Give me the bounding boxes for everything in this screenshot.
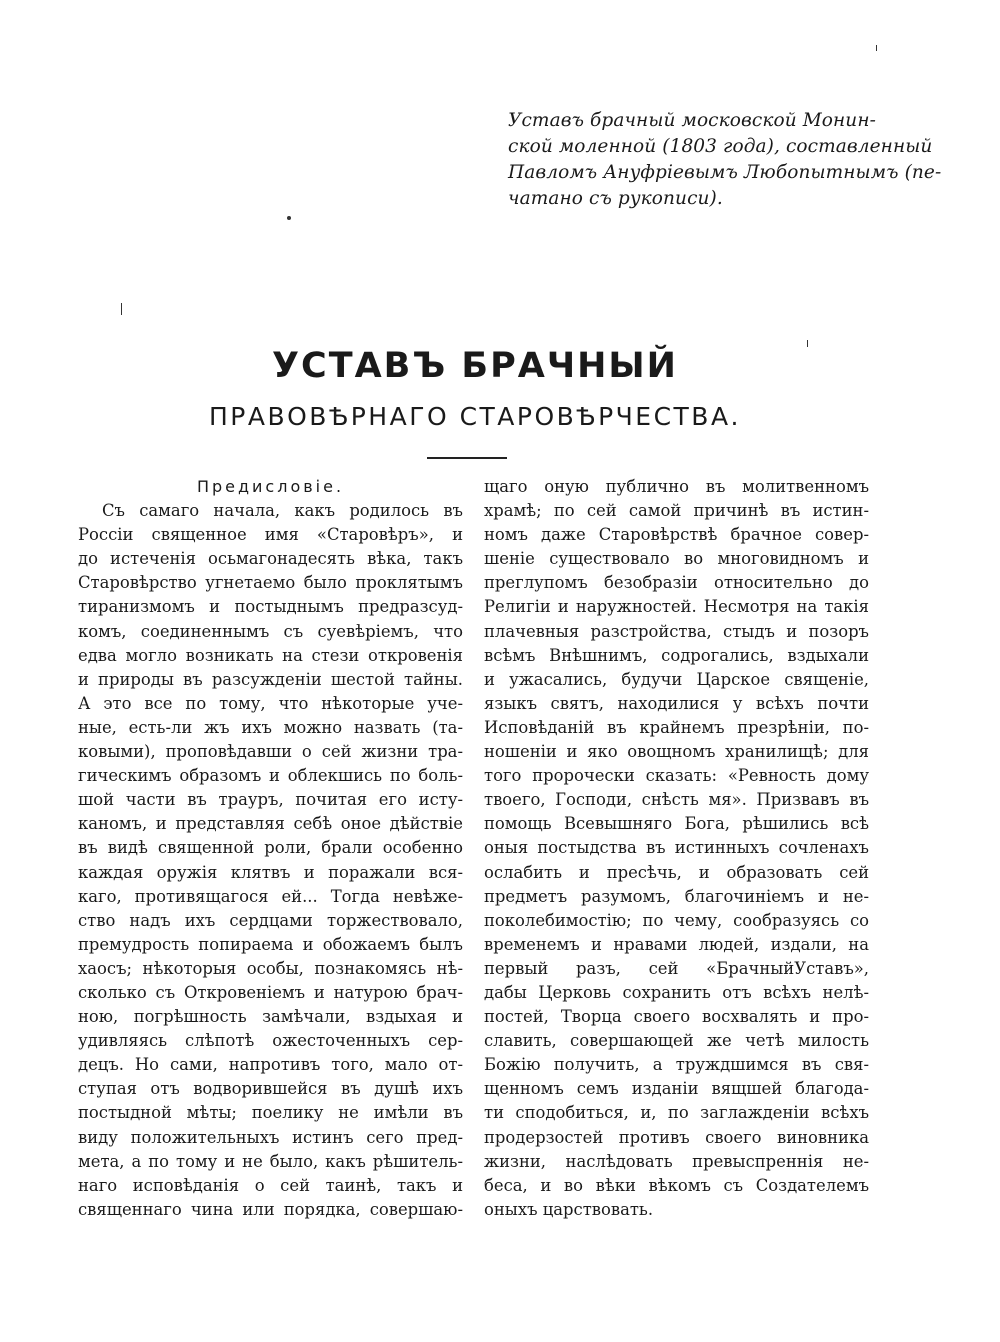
text-line: и природы въ разсужденіи шестой тайны.: [78, 669, 463, 689]
text-line: первый разъ, сей «БрачныйУставъ»,: [484, 958, 869, 978]
text-line: и ужасались, будучи Царское священіе,: [484, 669, 869, 689]
header-note: [508, 108, 942, 212]
text-line: постыдной мѣты; поелику не имѣли въ: [78, 1103, 463, 1123]
text-line: преглупомъ безобразіи относительно до: [484, 573, 869, 593]
text-line: хаосъ; нѣкоторыя особы, познакомясь нѣ-: [78, 958, 463, 978]
text-line: шой части въ трауръ, почитая его исту-: [78, 790, 463, 810]
text-line: каждая оружія клятвъ и поражали вся-: [78, 862, 463, 882]
scan-speck: [876, 45, 877, 51]
text-line: Религіи и наружностей. Несмотря на такія: [484, 597, 869, 617]
text-line: удивляясь слѣпотѣ ожесточенныхъ сер-: [78, 1031, 463, 1051]
header-note-line: Павломъ Ануфріевымъ Любопытнымъ (пе-: [508, 162, 942, 183]
text-line: въ видѣ священной роли, брали особенно: [78, 838, 463, 858]
text-line: щенномъ семъ изданіи вящшей благода-: [484, 1079, 869, 1099]
text-line: постей, Творца своего восхвалять и про-: [484, 1007, 869, 1027]
text-line: децъ. Но сами, напротивъ того, мало от-: [78, 1055, 463, 1075]
text-line: оныя постыдства въ истинныхъ сочленахъ: [484, 838, 869, 858]
scan-speck: [287, 216, 291, 220]
text-line: щаго оную публично въ молитвенномъ: [484, 477, 869, 496]
text-line: ство надъ ихъ сердцами торжествовало,: [78, 910, 463, 930]
text-line: плачевныя разстройства, стыдъ и позоръ: [484, 621, 869, 641]
text-line: шеніе существовало во многовидномъ и: [484, 549, 869, 569]
title-divider: [427, 457, 507, 459]
text-line: продерзостей противъ своего виновника: [484, 1127, 869, 1147]
scan-speck: [807, 340, 808, 347]
text-line: каго, противящагося ей... Тогда невѣже-: [78, 886, 463, 906]
text-line: временемъ и нравами людей, издали, на: [484, 934, 869, 954]
text-line: А это все по тому, что нѣкоторые уче-: [78, 693, 463, 713]
text-line: поколебимостію; по чему, сообразуясь со: [484, 910, 869, 930]
right-column: [484, 475, 869, 1222]
text-line: гическимъ образомъ и облекшись по боль-: [78, 766, 463, 786]
text-line: предметъ разумомъ, благочиніемъ и не-: [484, 886, 869, 906]
text-line: едва могло возникать на стези откровенія: [78, 645, 463, 665]
text-line: наго исповѣданія о сей таинѣ, такъ и: [78, 1175, 463, 1195]
text-line: жизни, наслѣдовать превыспреннія не-: [484, 1151, 869, 1171]
text-line: виду положительныхъ истинъ сего пред-: [78, 1127, 463, 1147]
text-line: Божію получить, а труждшимся въ свя-: [484, 1055, 869, 1075]
text-line: славить, совершающей же четѣ милость: [484, 1031, 869, 1051]
text-line: Исповѣданій въ крайнемъ презрѣніи, по-: [484, 717, 869, 737]
text-line: тиранизмомъ и постыднымъ предразсуд-: [78, 597, 463, 617]
text-line: номъ даже Старовѣрствѣ брачное совер-: [484, 525, 869, 545]
text-line: сколько съ Откровеніемъ и натурою брач-: [78, 982, 463, 1002]
text-line: храмѣ; по сей самой причинѣ въ истин-: [484, 501, 869, 521]
text-line: Съ самаго начала, какъ родилось въ: [102, 501, 463, 521]
text-line: Россіи священное имя «Старовѣръ», и: [78, 525, 463, 545]
page-subtitle: ПРАВОВѢРНАГО СТАРОВѢРЧЕСТВА.: [209, 402, 741, 431]
text-line: каномъ, и представляя себѣ оное дѣйствіе: [78, 814, 463, 834]
text-line: до истеченія осьмагонадесять вѣка, такъ: [78, 549, 463, 569]
text-line: ношеніи и яко овощномъ хранилищѣ; для: [484, 742, 869, 762]
header-note-line: чатано съ рукописи).: [508, 188, 723, 209]
page-title: УСТАВЪ БРАЧНЫЙ: [272, 346, 678, 386]
text-line: того пророчески сказать: «Ревность дому: [484, 766, 869, 786]
text-line: премудрость попираема и обожаемъ былъ: [78, 934, 463, 954]
text-line: Старовѣрство угнетаемо было проклятымъ: [78, 573, 463, 593]
text-line: комъ, соединеннымъ съ суевѣріемъ, что: [78, 621, 463, 641]
text-line: оныхъ царствовать.: [484, 1199, 654, 1219]
text-line: мета, а по тому и не было, какъ рѣшитель-: [78, 1151, 463, 1171]
text-line: ослабить и пресѣчь, и образовать сей: [484, 862, 869, 882]
scan-speck: [121, 303, 122, 315]
text-line: беса, и во вѣки вѣкомъ съ Создателемъ: [484, 1175, 869, 1195]
text-line: ною, погрѣшность замѣчали, вздыхая и: [78, 1007, 463, 1027]
text-line: помощь Всевышняго Бога, рѣшились всѣ: [484, 814, 869, 834]
header-note-line: ской моленной (1803 года), составленный: [508, 136, 933, 157]
text-line: священнаго чина или порядка, совершаю-: [78, 1199, 463, 1219]
text-line: твоего, Господи, снѣсть мя». Призвавъ въ: [484, 790, 869, 810]
text-line: языкъ святъ, находилися у всѣхъ почти: [484, 693, 869, 713]
text-line: всѣмъ Внѣшнимъ, содрогались, вздыхали: [484, 645, 869, 665]
text-line: дабы Церковь сохранить отъ всѣхъ нелѣ-: [484, 982, 869, 1002]
text-line: ступая отъ водворившейся въ душѣ ихъ: [78, 1079, 463, 1099]
preface-heading: Предисловіе.: [196, 477, 345, 496]
header-note-line: Уставъ брачный московской Монин-: [508, 110, 876, 131]
left-column: [78, 475, 463, 1222]
text-line: ковыми), проповѣдавши о сей жизни тра-: [78, 742, 463, 762]
text-line: ти сподобиться, и, по заглажденіи всѣхъ: [484, 1103, 869, 1123]
text-line: ные, есть-ли жъ ихъ можно назвать (та-: [78, 717, 463, 737]
